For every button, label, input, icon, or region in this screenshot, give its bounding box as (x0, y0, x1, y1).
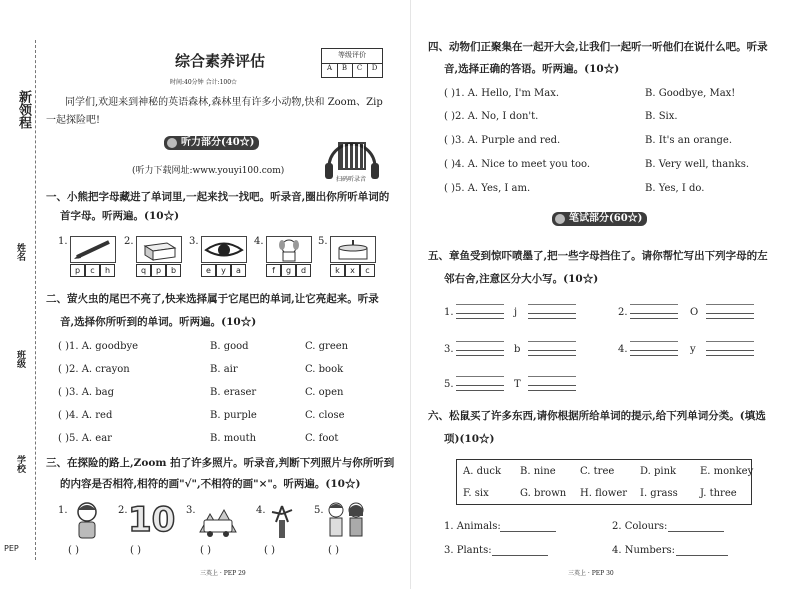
q1-text-line-1: 一、小熊把字母藏进了单词里,一起来找一找吧。听录音,圈出你所听单词的 (46, 191, 390, 203)
q3-item-num: 2. (118, 505, 128, 516)
given-letter: y (690, 344, 696, 355)
eye-picture (201, 236, 247, 263)
q3-answer-blank[interactable]: ( ) (328, 545, 339, 556)
binding-line (35, 40, 36, 560)
word-option: F. six (463, 488, 489, 499)
q1-item-num: 4. (254, 236, 264, 247)
q4-option-b: B. It's an orange. (645, 135, 733, 146)
given-letter: b (514, 344, 521, 355)
class-label: 班级 (15, 350, 25, 368)
q3-text-line-1: 三、在探险的路上,Zoom 拍了许多照片。听录音,判断下列照片与你所听到 (46, 457, 395, 469)
q6-text-line-1: 六、松鼠买了许多东西,请你根据所给单词的提示,给下列单词分类。(填选 (428, 410, 766, 422)
dog-picture (266, 236, 312, 263)
q5-text-line-2: 邻右舍,注意区分大小写。(10☆) (444, 273, 599, 285)
letter-cell[interactable]: h (100, 264, 115, 277)
listening-section-header: 听力部分(40☆) (164, 136, 259, 150)
four-line-blank[interactable] (706, 341, 754, 351)
q2-option-c: C. foot (305, 433, 339, 444)
q3-item-num: 3. (186, 505, 196, 516)
letter-cell[interactable]: k (330, 264, 345, 277)
q2-option-b: B. air (210, 364, 238, 375)
four-line-blank[interactable] (456, 304, 504, 314)
letter-cell[interactable]: c (360, 264, 375, 277)
q2-option-b: B. good (210, 341, 249, 352)
q3-item-num: 1. (58, 505, 68, 516)
test-meta: 时间:40分钟 合计:100☆ (170, 79, 238, 86)
q3-item-num: 4. (256, 505, 266, 516)
q2-text-line-2: 音,选择你所听到的单词。听两遍。(10☆) (60, 316, 257, 328)
school-label: 学校 (15, 455, 25, 473)
left-footer: 三英上 · PEP 29 (200, 570, 246, 577)
q3-text-line-2: 的内容是否相符,相符的画"√",不相符的画"×"。听两遍。(10☆) (60, 478, 361, 490)
writing-section-header: 笔试部分(60☆) (552, 212, 647, 226)
animals-blank[interactable] (500, 531, 556, 532)
q5-item-num: 1. (444, 307, 454, 318)
q2-question[interactable]: ( )4. A. red (58, 410, 113, 421)
q4-text-line-1: 四、动物们正聚集在一起开大会,让我们一起听一听他们在说什么吧。听录 (428, 41, 768, 53)
two-kids-picture (322, 500, 370, 542)
q6-text-line-2: 项)(10☆) (444, 433, 495, 445)
four-line-blank[interactable] (456, 376, 504, 386)
q2-option-b: B. purple (210, 410, 257, 421)
given-letter: O (690, 307, 699, 318)
q1-item-num: 5. (318, 236, 328, 247)
grade-d[interactable]: D (371, 64, 378, 72)
intro-line-2: 一起探险吧! (46, 115, 101, 126)
q4-option-b: B. Goodbye, Max! (645, 88, 736, 99)
q3-answer-blank[interactable]: ( ) (264, 545, 275, 556)
q4-question[interactable]: ( )3. A. Purple and red. (444, 135, 561, 146)
letter-cell[interactable]: a (231, 264, 246, 277)
q2-question[interactable]: ( )2. A. crayon (58, 364, 130, 375)
word-option: D. pink (640, 466, 677, 477)
four-line-blank[interactable] (630, 304, 678, 314)
cake-picture (330, 236, 376, 263)
word-option: C. tree (580, 466, 615, 477)
rating-box (321, 48, 383, 78)
q2-option-c: C. open (305, 387, 344, 398)
letter-cell[interactable]: p (70, 264, 85, 277)
four-line-blank[interactable] (630, 341, 678, 351)
q2-question[interactable]: ( )1. A. goodbye (58, 341, 139, 352)
q5-item-num: 3. (444, 344, 454, 355)
q2-option-b: B. mouth (210, 433, 257, 444)
q4-option-b: B. Yes, I do. (645, 183, 705, 194)
given-letter: T (514, 379, 521, 390)
word-option: E. monkey (700, 466, 754, 477)
q3-item-num: 5. (314, 505, 324, 516)
word-option: B. nine (520, 466, 556, 477)
brand-logo: 新领程 (16, 90, 31, 129)
q5-item-num: 2. (618, 307, 628, 318)
category-plants: 3. Plants: (444, 545, 492, 556)
q5-item-num: 4. (618, 344, 628, 355)
intro-line-1: 同学们,欢迎来到神秘的英语森林,森林里有许多小动物,快和 Zoom、Zip (65, 97, 383, 108)
tree-picture (264, 500, 300, 542)
q4-question[interactable]: ( )5. A. Yes, I am. (444, 183, 531, 194)
letter-cell[interactable]: c (85, 264, 100, 277)
boy-picture (70, 500, 104, 542)
category-numbers: 4. Numbers: (612, 545, 675, 556)
letter-cell[interactable]: d (296, 264, 311, 277)
four-line-blank[interactable] (528, 376, 576, 386)
q2-question[interactable]: ( )5. A. ear (58, 433, 112, 444)
four-line-blank[interactable] (528, 304, 576, 314)
letter-cell[interactable]: p (151, 264, 166, 277)
letter-cell[interactable]: f (266, 264, 281, 277)
right-footer: 三英上 · PEP 30 (568, 570, 614, 577)
q4-question[interactable]: ( )4. A. Nice to meet you too. (444, 159, 591, 170)
box-picture (136, 236, 182, 263)
download-note: (听力下载网址:www.youyi100.com) (132, 166, 285, 176)
word-option: J. three (700, 488, 737, 499)
q3-answer-blank[interactable]: ( ) (130, 545, 141, 556)
page-title: 综合素养评估 (175, 52, 266, 70)
edition-mark: PEP (4, 544, 19, 553)
q4-text-line-2: 音,选择正确的答语。听两遍。(10☆) (444, 63, 620, 75)
four-line-blank[interactable] (528, 341, 576, 351)
four-line-blank[interactable] (456, 341, 504, 351)
category-animals: 1. Animals: (444, 521, 501, 532)
q3-answer-blank[interactable]: ( ) (68, 545, 79, 556)
word-option: G. brown (520, 488, 567, 499)
rating-label: 等级评价 (338, 51, 366, 59)
pen-picture (70, 236, 116, 263)
q5-text-line-1: 五、章鱼受到惊吓喷墨了,把一些字母挡住了。请你帮忙写出下列字母的左 (428, 250, 768, 262)
q3-answer-blank[interactable]: ( ) (200, 545, 211, 556)
q1-item-num: 2. (124, 236, 134, 247)
word-option: I. grass (640, 488, 678, 499)
letter-cell[interactable]: y (216, 264, 231, 277)
page-divider (410, 0, 411, 589)
plants-blank[interactable] (492, 555, 548, 556)
grade-a[interactable]: A (326, 64, 333, 72)
given-letter: j (514, 307, 518, 318)
letter-cell[interactable]: q (136, 264, 151, 277)
q4-option-b: B. Very well, thanks. (645, 159, 749, 170)
letter-cell[interactable]: b (166, 264, 181, 277)
bus-picture (196, 504, 240, 540)
q2-question[interactable]: ( )3. A. bag (58, 387, 115, 398)
letter-cell[interactable]: g (281, 264, 296, 277)
colours-blank[interactable] (668, 531, 724, 532)
q2-option-c: C. green (305, 341, 349, 352)
word-option: H. flower (580, 488, 628, 499)
q2-option-c: C. close (305, 410, 345, 421)
q4-question[interactable]: ( )2. A. No, I don't. (444, 111, 539, 122)
q4-option-b: B. Six. (645, 111, 678, 122)
grade-c[interactable]: C (356, 64, 363, 72)
numbers-blank[interactable] (676, 555, 728, 556)
letter-cell[interactable]: e (201, 264, 216, 277)
q2-text-line-1: 二、萤火虫的尾巴不亮了,快来选择属于它尾巴的单词,让它亮起来。听录 (46, 293, 379, 305)
four-line-blank[interactable] (706, 304, 754, 314)
word-bank (456, 459, 752, 505)
q2-option-c: C. book (305, 364, 344, 375)
q5-item-num: 5. (444, 379, 454, 390)
q2-option-b: B. eraser (210, 387, 257, 398)
q1-text-line-2: 首字母。听两遍。(10☆) (60, 210, 180, 222)
q1-item-num: 3. (189, 236, 199, 247)
q1-item-num: 1. (58, 236, 68, 247)
category-colours: 2. Colours: (612, 521, 668, 532)
name-label: 姓名 (15, 243, 25, 261)
qr-caption: 扫码听录音 (336, 176, 367, 183)
qr-code-icon[interactable] (338, 142, 366, 170)
q4-question[interactable]: ( )1. A. Hello, I'm Max. (444, 88, 560, 99)
word-option: A. duck (463, 466, 502, 477)
grade-b[interactable]: B (341, 64, 348, 72)
number-ten-picture: 10 (128, 500, 176, 540)
letter-cell[interactable]: x (345, 264, 360, 277)
